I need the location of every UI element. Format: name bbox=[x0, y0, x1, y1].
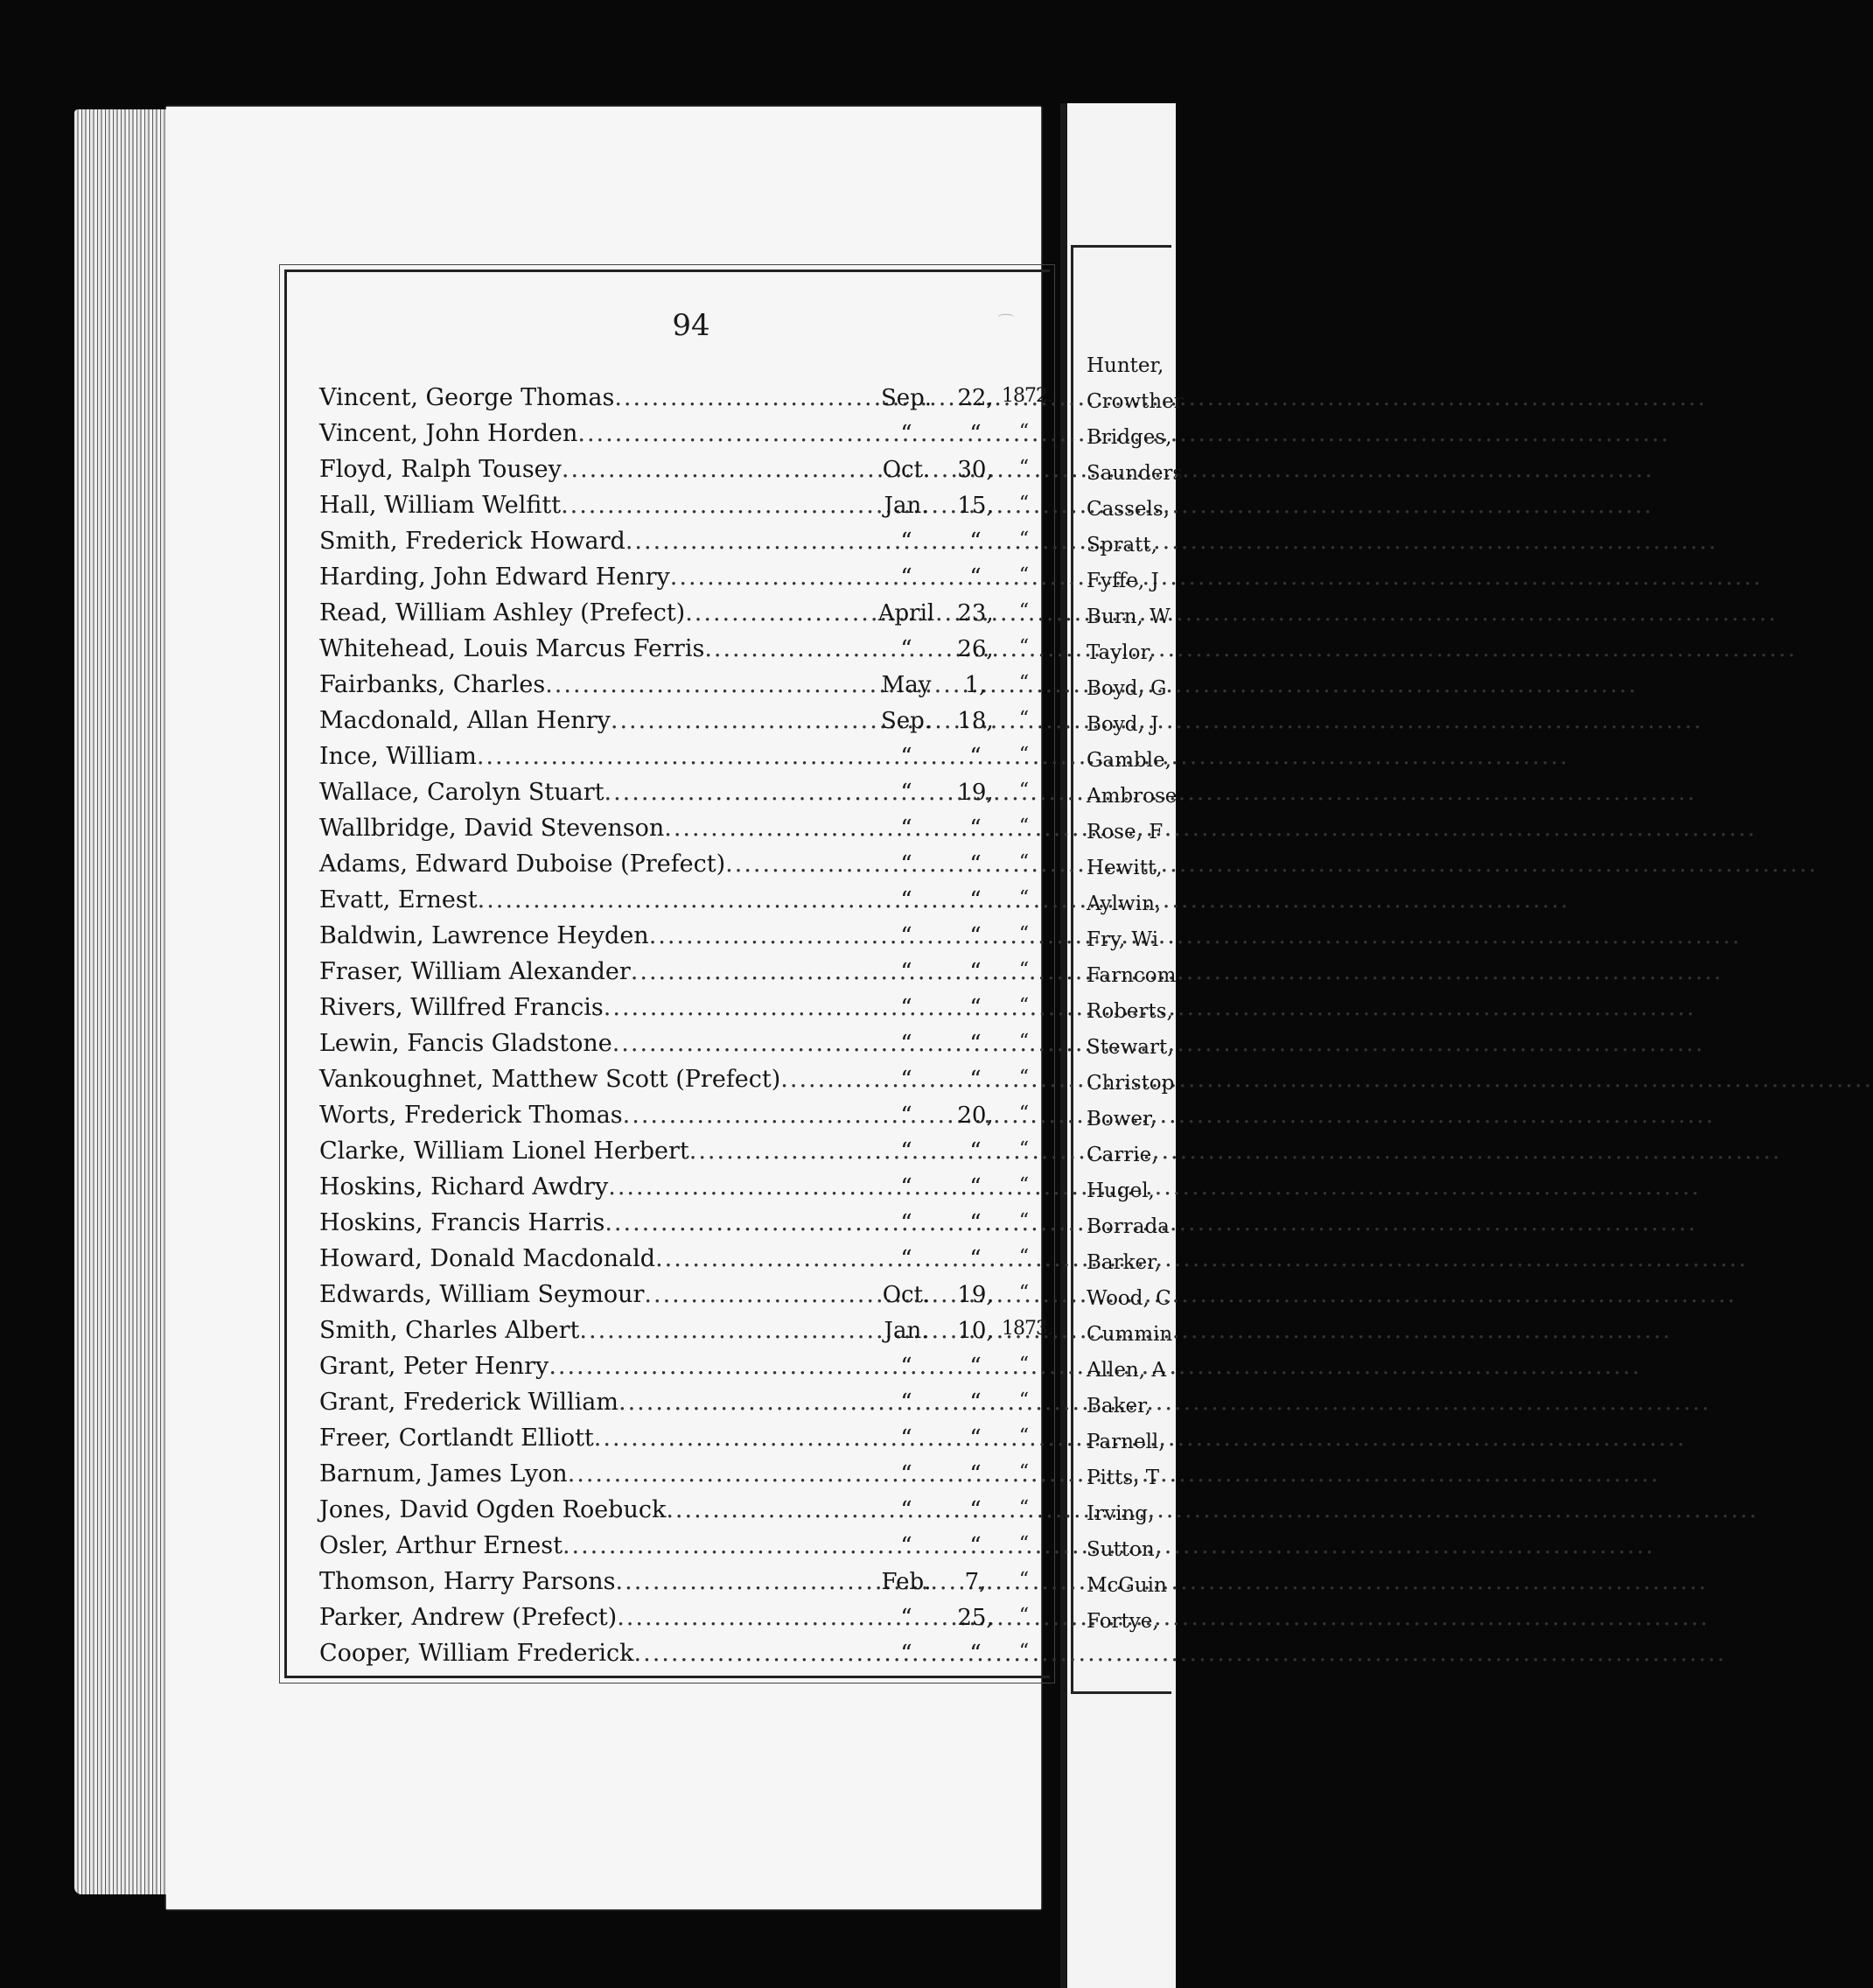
date-day: “ bbox=[969, 922, 982, 949]
student-name: Smith, Frederick Howard bbox=[319, 528, 625, 555]
entry-date bbox=[863, 600, 1045, 626]
facing-page-name: Burn, W bbox=[1087, 606, 1171, 628]
dot-leader bbox=[614, 384, 863, 411]
entry-date bbox=[863, 816, 1045, 842]
date-month: “ bbox=[900, 564, 912, 591]
dot-leader bbox=[649, 922, 863, 949]
facing-page-name: Irving, bbox=[1087, 1502, 1155, 1525]
date-year: “ bbox=[1018, 635, 1029, 658]
entry-date bbox=[863, 528, 1045, 555]
date-day: “ bbox=[969, 1640, 982, 1667]
date-year: “ bbox=[1018, 922, 1029, 945]
register-entry bbox=[319, 810, 1045, 846]
facing-page-name: Bridges, bbox=[1087, 426, 1172, 449]
register-entry bbox=[319, 1564, 1045, 1600]
student-name: Barnum, James Lyon bbox=[319, 1460, 568, 1488]
date-day: “ bbox=[969, 1496, 982, 1523]
entry-date bbox=[863, 1174, 1045, 1200]
entry-date bbox=[863, 421, 1045, 447]
register-entry bbox=[319, 1456, 1045, 1492]
register-entry bbox=[319, 954, 1045, 990]
date-year: “ bbox=[1018, 1138, 1029, 1160]
date-day: “ bbox=[969, 886, 982, 914]
entry-date bbox=[863, 493, 1045, 519]
date-day: “ bbox=[969, 1245, 982, 1272]
dot-leader bbox=[608, 1173, 863, 1200]
entry-date bbox=[863, 995, 1045, 1021]
date-year: “ bbox=[1018, 1568, 1029, 1591]
date-day: “ bbox=[969, 1389, 982, 1416]
date-month: Oct. bbox=[882, 1281, 931, 1308]
date-year: 1873. bbox=[1002, 1317, 1052, 1340]
date-year: “ bbox=[1018, 1353, 1029, 1376]
dot-leader bbox=[631, 958, 863, 985]
entry-date bbox=[863, 672, 1045, 698]
entry-date bbox=[863, 1533, 1045, 1559]
entry-date bbox=[863, 1641, 1045, 1667]
date-day: “ bbox=[969, 815, 982, 842]
date-year: “ bbox=[1018, 1460, 1029, 1483]
student-name: Floyd, Ralph Tousey bbox=[319, 456, 562, 483]
register-entry bbox=[319, 703, 1045, 738]
date-year: “ bbox=[1018, 420, 1029, 443]
date-month: “ bbox=[900, 420, 912, 447]
dot-leader bbox=[611, 707, 863, 734]
register-entry bbox=[319, 882, 1045, 918]
dot-leader bbox=[604, 994, 863, 1021]
register-entry bbox=[319, 487, 1045, 523]
date-year: “ bbox=[1018, 1209, 1029, 1232]
date-year: “ bbox=[1018, 599, 1029, 622]
date-year: “ bbox=[1018, 743, 1029, 766]
date-day: “ bbox=[969, 528, 982, 555]
dot-leader bbox=[685, 599, 863, 626]
date-year: “ bbox=[1018, 1102, 1029, 1124]
entry-date bbox=[863, 959, 1045, 985]
register-entry bbox=[319, 380, 1052, 416]
date-month: Sep. bbox=[880, 384, 933, 411]
student-name: Parker, Andrew (Prefect) bbox=[319, 1604, 618, 1631]
date-month: “ bbox=[900, 922, 912, 949]
entry-date bbox=[863, 1461, 1045, 1488]
date-month: “ bbox=[900, 1030, 912, 1057]
dot-leader bbox=[545, 671, 863, 698]
date-month: “ bbox=[900, 994, 912, 1021]
student-name: Worts, Frederick Thomas bbox=[319, 1102, 623, 1129]
register-list bbox=[319, 380, 1052, 1671]
date-month: “ bbox=[900, 743, 912, 770]
entry-date bbox=[863, 1067, 1045, 1093]
date-day: “ bbox=[969, 1532, 982, 1559]
facing-page-name: Boyd, G bbox=[1087, 677, 1167, 700]
facing-page-name: Parnell, bbox=[1087, 1431, 1165, 1453]
dot-leader bbox=[644, 1281, 863, 1308]
dot-leader bbox=[655, 1245, 863, 1272]
register-entry bbox=[319, 1312, 1052, 1348]
date-day: “ bbox=[969, 850, 982, 878]
date-year: “ bbox=[1018, 1066, 1029, 1088]
dot-leader bbox=[616, 1568, 863, 1595]
student-name: Osler, Arthur Ernest bbox=[319, 1532, 563, 1559]
dot-leader bbox=[561, 492, 863, 519]
entry-date bbox=[863, 457, 1045, 483]
register-entry bbox=[319, 1133, 1045, 1169]
student-name: Jones, David Ogden Roebuck bbox=[319, 1496, 667, 1523]
student-name: Wallace, Carolyn Stuart bbox=[319, 779, 605, 806]
entry-date bbox=[863, 384, 1052, 411]
register-entry bbox=[319, 559, 1045, 595]
date-month: “ bbox=[900, 1245, 912, 1272]
date-month: Oct. bbox=[882, 456, 931, 483]
date-day: 18, bbox=[957, 707, 994, 734]
entry-date bbox=[863, 1317, 1052, 1344]
facing-page-name: Fyffe, J bbox=[1087, 570, 1159, 592]
date-month: “ bbox=[900, 1532, 912, 1559]
student-name: Hoskins, Francis Harris bbox=[319, 1209, 605, 1236]
date-month: Feb. bbox=[881, 1568, 932, 1595]
register-entry bbox=[319, 1348, 1045, 1384]
date-year: “ bbox=[1018, 1030, 1029, 1053]
dot-leader bbox=[670, 564, 863, 591]
dot-leader bbox=[478, 886, 863, 914]
date-day: 25, bbox=[957, 1604, 994, 1631]
student-name: Clarke, William Lionel Herbert bbox=[319, 1138, 689, 1165]
date-day: “ bbox=[969, 564, 982, 591]
date-month: Jan. bbox=[884, 492, 929, 519]
date-month: “ bbox=[900, 850, 912, 878]
date-day: “ bbox=[969, 1066, 982, 1093]
date-month: “ bbox=[900, 1353, 912, 1380]
register-entry bbox=[319, 774, 1045, 810]
facing-page-name: Taylor, bbox=[1087, 641, 1155, 664]
date-month: “ bbox=[900, 1209, 912, 1236]
dot-leader bbox=[780, 1066, 863, 1093]
entry-date bbox=[863, 1605, 1045, 1631]
dot-leader bbox=[666, 1496, 863, 1523]
facing-page-name: Roberts, bbox=[1087, 1000, 1173, 1023]
date-day: “ bbox=[969, 1173, 982, 1200]
entry-date bbox=[863, 1569, 1045, 1595]
date-year: “ bbox=[1018, 456, 1029, 479]
facing-page-name: Ambrose bbox=[1087, 785, 1178, 808]
date-year: “ bbox=[1018, 1281, 1029, 1304]
dot-leader bbox=[612, 1030, 863, 1057]
facing-page-name: Carrie, bbox=[1087, 1144, 1158, 1166]
date-year: “ bbox=[1018, 1245, 1029, 1268]
register-entry bbox=[319, 523, 1045, 559]
student-name: Grant, Peter Henry bbox=[319, 1353, 549, 1380]
entry-date bbox=[863, 1354, 1045, 1380]
entry-date bbox=[863, 1497, 1045, 1523]
student-name: Hall, William Welfitt bbox=[319, 492, 562, 519]
student-name: Hoskins, Richard Awdry bbox=[319, 1173, 609, 1200]
date-day: “ bbox=[969, 420, 982, 447]
date-month: “ bbox=[900, 815, 912, 842]
facing-page-name: Barker, bbox=[1087, 1251, 1161, 1274]
register-entry bbox=[319, 990, 1045, 1026]
date-day: “ bbox=[969, 994, 982, 1021]
entry-date bbox=[863, 851, 1045, 878]
student-name: Fairbanks, Charles bbox=[319, 671, 546, 698]
student-name: Grant, Frederick William bbox=[319, 1389, 619, 1416]
register-entry bbox=[319, 1026, 1045, 1061]
date-day: 23, bbox=[957, 599, 994, 626]
date-day: “ bbox=[969, 1030, 982, 1057]
dot-leader bbox=[577, 420, 863, 447]
dot-leader bbox=[549, 1353, 863, 1380]
facing-page-name: Cassels, bbox=[1087, 498, 1170, 521]
date-day: 20, bbox=[957, 1102, 994, 1129]
facing-page-name: Stewart, bbox=[1087, 1036, 1174, 1059]
entry-date bbox=[863, 744, 1045, 770]
date-month: “ bbox=[900, 1102, 912, 1129]
register-entry bbox=[319, 1169, 1045, 1205]
register-entry bbox=[319, 1097, 1045, 1133]
dot-leader bbox=[664, 815, 863, 842]
date-year: “ bbox=[1018, 1173, 1029, 1196]
student-name: Vincent, John Horden bbox=[319, 420, 578, 447]
facing-page-name: Hunter, bbox=[1087, 354, 1164, 377]
date-year: 1872. bbox=[1002, 384, 1052, 407]
date-year: “ bbox=[1018, 1389, 1029, 1411]
date-month: “ bbox=[900, 1138, 912, 1165]
entry-date bbox=[863, 1138, 1045, 1165]
register-entry bbox=[319, 1061, 1045, 1097]
entry-date bbox=[863, 1390, 1045, 1416]
dot-leader bbox=[568, 1460, 863, 1488]
facing-page-name: Baker, bbox=[1087, 1395, 1151, 1418]
date-month: “ bbox=[900, 1640, 912, 1667]
student-name: Thomson, Harry Parsons bbox=[319, 1568, 616, 1595]
date-day: “ bbox=[969, 743, 982, 770]
date-day: “ bbox=[969, 1209, 982, 1236]
date-year: “ bbox=[1018, 564, 1029, 586]
student-name: Freer, Cortlandt Elliott bbox=[319, 1424, 594, 1452]
dot-leader bbox=[704, 635, 863, 662]
entry-date bbox=[863, 1425, 1045, 1452]
date-year: “ bbox=[1018, 1532, 1029, 1555]
dot-leader bbox=[725, 850, 863, 878]
facing-page-name: Boyd, J bbox=[1087, 713, 1159, 736]
dot-leader bbox=[617, 1604, 863, 1631]
student-name: Adams, Edward Duboise (Prefect) bbox=[319, 850, 726, 878]
student-name: Ince, William bbox=[319, 743, 477, 770]
entry-date bbox=[863, 1102, 1045, 1129]
entry-date bbox=[863, 780, 1045, 806]
register-entry bbox=[319, 416, 1045, 452]
date-month: “ bbox=[900, 1424, 912, 1452]
facing-page-name: Aylwin, bbox=[1087, 892, 1162, 915]
register-entry bbox=[319, 1528, 1045, 1564]
entry-date bbox=[863, 1210, 1045, 1236]
facing-page-name: Wood, C bbox=[1087, 1287, 1171, 1310]
date-year: “ bbox=[1018, 528, 1029, 550]
student-name: Rivers, Willfred Francis bbox=[319, 994, 604, 1021]
facing-page-name: Pitts, T bbox=[1087, 1466, 1160, 1489]
facing-page-name: Sutton, bbox=[1087, 1538, 1162, 1561]
entry-date bbox=[863, 708, 1045, 734]
date-day: 30, bbox=[957, 456, 994, 483]
facing-page-name: Farncom bbox=[1087, 964, 1177, 987]
date-day: “ bbox=[969, 958, 982, 985]
date-year: “ bbox=[1018, 1604, 1029, 1627]
date-day: 1, bbox=[964, 671, 987, 698]
date-month: Sep. bbox=[880, 707, 933, 734]
entry-date bbox=[863, 923, 1045, 949]
date-month: “ bbox=[900, 958, 912, 985]
student-name: Wallbridge, David Stevenson bbox=[319, 815, 665, 842]
register-entry bbox=[319, 1420, 1045, 1456]
student-name: Whitehead, Louis Marcus Ferris bbox=[319, 635, 705, 662]
date-year: “ bbox=[1018, 492, 1029, 514]
date-day: “ bbox=[969, 1353, 982, 1380]
facing-page-name: Bower, bbox=[1087, 1108, 1157, 1130]
register-entry bbox=[319, 1600, 1045, 1635]
register-entry bbox=[319, 918, 1045, 954]
dot-leader bbox=[605, 779, 863, 806]
dot-leader bbox=[623, 1102, 863, 1129]
register-entry bbox=[319, 738, 1045, 774]
date-year: “ bbox=[1018, 994, 1029, 1017]
date-day: 22, bbox=[957, 384, 994, 411]
facing-page-name: Christop bbox=[1087, 1072, 1175, 1095]
register-entry bbox=[319, 1241, 1045, 1277]
date-year: “ bbox=[1018, 1424, 1029, 1447]
register-entry bbox=[319, 631, 1045, 667]
student-name: Howard, Donald Macdonald bbox=[319, 1245, 656, 1272]
facing-page-list bbox=[1087, 348, 1184, 1640]
facing-page-name: Hugel, bbox=[1087, 1180, 1155, 1202]
date-day: “ bbox=[969, 1424, 982, 1452]
date-month: “ bbox=[900, 1066, 912, 1093]
dot-leader bbox=[579, 1317, 863, 1344]
entry-date bbox=[863, 1246, 1045, 1272]
student-name: Edwards, William Seymour bbox=[319, 1281, 645, 1308]
date-year: “ bbox=[1018, 779, 1029, 802]
facing-page-name: Fry, Wi bbox=[1087, 928, 1159, 951]
date-month: “ bbox=[900, 779, 912, 806]
date-day: “ bbox=[969, 1138, 982, 1165]
date-year: “ bbox=[1018, 815, 1029, 837]
student-name: Read, William Ashley (Prefect) bbox=[319, 599, 686, 626]
dot-leader bbox=[625, 528, 863, 555]
facing-page-name: Fortye, bbox=[1087, 1610, 1159, 1633]
facing-page-name: McGuin bbox=[1087, 1574, 1167, 1597]
entry-date bbox=[863, 636, 1045, 662]
entry-date bbox=[863, 564, 1045, 591]
date-month: “ bbox=[900, 1604, 912, 1631]
register-entry bbox=[319, 1205, 1045, 1241]
register-entry bbox=[319, 1277, 1045, 1312]
dot-leader bbox=[594, 1424, 863, 1452]
student-name: Lewin, Fancis Gladstone bbox=[319, 1030, 612, 1057]
date-month: Jan. bbox=[884, 1317, 929, 1344]
entry-date bbox=[863, 887, 1045, 914]
student-name: Vincent, George Thomas bbox=[319, 384, 615, 411]
register-entry bbox=[319, 667, 1045, 703]
book-spine-edge bbox=[74, 109, 175, 1894]
register-entry bbox=[319, 1635, 1045, 1671]
register-entry bbox=[319, 846, 1045, 882]
date-month: “ bbox=[900, 1496, 912, 1523]
page-number: 94 bbox=[672, 308, 710, 343]
date-month: April bbox=[877, 599, 935, 626]
facing-page-name: Hewitt, bbox=[1087, 857, 1163, 879]
date-year: “ bbox=[1018, 958, 1029, 981]
date-year: “ bbox=[1018, 850, 1029, 873]
dot-leader bbox=[619, 1389, 863, 1416]
facing-page-name: Saunders bbox=[1087, 462, 1184, 485]
register-entry bbox=[319, 1384, 1045, 1420]
student-name: Fraser, William Alexander bbox=[319, 958, 631, 985]
date-day: 26, bbox=[957, 635, 994, 662]
date-month: “ bbox=[900, 1173, 912, 1200]
facing-page-name: Borrada bbox=[1087, 1215, 1170, 1238]
facing-page-name: Crowther bbox=[1087, 390, 1184, 413]
dot-leader bbox=[562, 456, 863, 483]
student-name: Baldwin, Lawrence Heyden bbox=[319, 922, 649, 949]
register-entry bbox=[319, 452, 1045, 487]
date-year: “ bbox=[1018, 671, 1029, 694]
student-name: Harding, John Edward Henry bbox=[319, 564, 670, 591]
student-name: Cooper, William Frederick bbox=[319, 1640, 634, 1667]
entry-date bbox=[863, 1031, 1045, 1057]
facing-page-name: Allen, A bbox=[1087, 1359, 1166, 1382]
register-entry bbox=[319, 1492, 1045, 1528]
date-year: “ bbox=[1018, 1496, 1029, 1519]
date-month: “ bbox=[900, 1389, 912, 1416]
date-year: “ bbox=[1018, 1640, 1029, 1662]
date-month: May bbox=[881, 671, 932, 698]
facing-page-name: Gamble, bbox=[1087, 749, 1171, 772]
date-day: 7, bbox=[964, 1568, 987, 1595]
date-day: 10, bbox=[957, 1317, 994, 1344]
dot-leader bbox=[634, 1640, 863, 1667]
date-year: “ bbox=[1018, 886, 1029, 909]
student-name: Evatt, Ernest bbox=[319, 886, 478, 914]
dot-leader bbox=[689, 1138, 863, 1165]
student-name: Macdonald, Allan Henry bbox=[319, 707, 611, 734]
date-month: “ bbox=[900, 1460, 912, 1488]
student-name: Smith, Charles Albert bbox=[319, 1317, 580, 1344]
facing-page-name: Cummin bbox=[1087, 1323, 1173, 1346]
date-day: 15, bbox=[957, 492, 994, 519]
date-day: 19, bbox=[957, 779, 994, 806]
date-day: “ bbox=[969, 1460, 982, 1488]
dot-leader bbox=[477, 743, 863, 770]
date-month: “ bbox=[900, 528, 912, 555]
student-name: Vankoughnet, Matthew Scott (Prefect) bbox=[319, 1066, 781, 1093]
entry-date bbox=[863, 1282, 1045, 1308]
register-entry bbox=[319, 595, 1045, 631]
facing-page-name: Rose, F bbox=[1087, 821, 1164, 844]
date-month: “ bbox=[900, 635, 912, 662]
date-day: 19, bbox=[957, 1281, 994, 1308]
date-month: “ bbox=[900, 886, 912, 914]
facing-page-name: Spratt, bbox=[1087, 534, 1157, 556]
date-year: “ bbox=[1018, 707, 1029, 730]
dot-leader bbox=[605, 1209, 863, 1236]
dot-leader bbox=[563, 1532, 863, 1559]
